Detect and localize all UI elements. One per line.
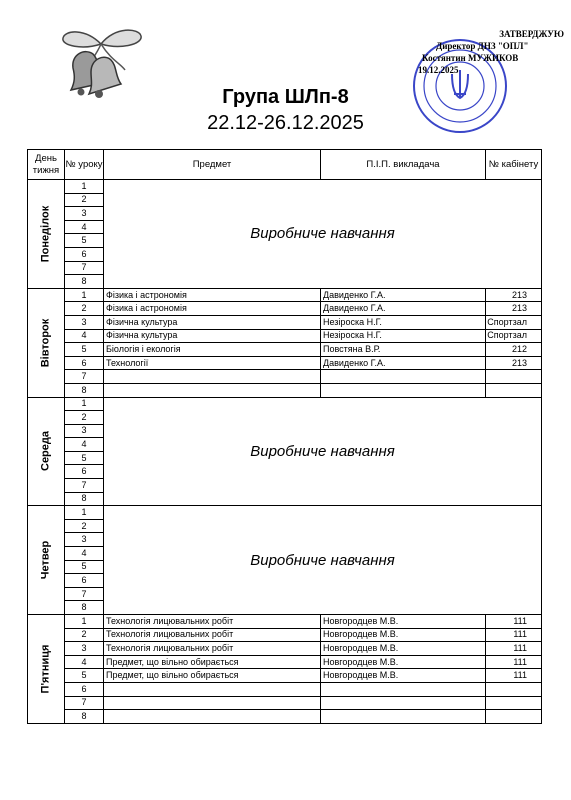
- lesson-number: 2: [65, 519, 104, 533]
- approval-name: Костянтин МУЖИКОВ: [422, 53, 519, 63]
- subject-cell: Предмет, що вільно обирається: [104, 669, 321, 683]
- merged-activity: Виробниче навчання: [104, 506, 542, 615]
- subject-cell: Фізика і астрономія: [104, 288, 321, 302]
- subject-cell: Фізична культура: [104, 329, 321, 343]
- day-name: Понеділок: [39, 205, 52, 263]
- room-cell: [486, 682, 542, 696]
- subject-cell: Технологія лицювальних робіт: [104, 615, 321, 629]
- lesson-number: 3: [65, 642, 104, 656]
- room-cell: [486, 383, 542, 397]
- table-row: [28, 315, 542, 329]
- table-row: [28, 710, 542, 724]
- lesson-number: 7: [65, 587, 104, 601]
- subject-cell: Фізична культура: [104, 315, 321, 329]
- table-row: [28, 329, 542, 343]
- lesson-number: 6: [65, 465, 104, 479]
- lesson-number: 6: [65, 574, 104, 588]
- lesson-number: 4: [65, 220, 104, 234]
- day-cell: [28, 615, 65, 724]
- lesson-number: 5: [65, 234, 104, 248]
- lesson-number: 4: [65, 329, 104, 343]
- lesson-number: 8: [65, 383, 104, 397]
- header-subject: Предмет: [104, 150, 321, 180]
- room-cell: 111: [486, 669, 542, 683]
- lesson-number: 7: [65, 370, 104, 384]
- subject-cell: [104, 696, 321, 710]
- approval-block: [418, 28, 568, 76]
- teacher-cell: [321, 710, 486, 724]
- teacher-cell: Повстяна В.Р.: [321, 343, 486, 357]
- subject-cell: Біологія і екологія: [104, 343, 321, 357]
- table-row: [28, 356, 542, 370]
- room-cell: 111: [486, 642, 542, 656]
- table-row: [28, 302, 542, 316]
- room-cell: [486, 710, 542, 724]
- subject-cell: [104, 370, 321, 384]
- table-row: [28, 669, 542, 683]
- lesson-number: 8: [65, 710, 104, 724]
- lesson-number: 2: [65, 193, 104, 207]
- teacher-cell: [321, 370, 486, 384]
- lesson-number: 1: [65, 180, 104, 194]
- lesson-number: 7: [65, 261, 104, 275]
- room-cell: 111: [486, 615, 542, 629]
- lesson-number: 1: [65, 288, 104, 302]
- approval-position: Директор ДНЗ "ОПЛ": [436, 41, 529, 51]
- approval-date: 19.12.2025: [418, 65, 459, 75]
- table-row: [28, 628, 542, 642]
- room-cell: Спортзал: [486, 329, 542, 343]
- lesson-number: 8: [65, 275, 104, 289]
- teacher-cell: Незіроска Н.Г.: [321, 315, 486, 329]
- merged-activity: Виробниче навчання: [104, 397, 542, 506]
- lesson-number: 1: [65, 615, 104, 629]
- lesson-number: 8: [65, 492, 104, 506]
- approval-heading: ЗАТВЕРДЖУЮ: [499, 29, 564, 39]
- lesson-number: 5: [65, 451, 104, 465]
- room-cell: [486, 370, 542, 384]
- lesson-number: 1: [65, 397, 104, 411]
- table-row: [28, 370, 542, 384]
- teacher-cell: Новгородцев М.В.: [321, 615, 486, 629]
- room-cell: 111: [486, 628, 542, 642]
- lesson-number: 4: [65, 655, 104, 669]
- table-row: [28, 180, 542, 194]
- teacher-cell: [321, 696, 486, 710]
- table-row: [28, 288, 542, 302]
- teacher-cell: Новгородцев М.В.: [321, 655, 486, 669]
- subject-cell: [104, 383, 321, 397]
- table-row: [28, 682, 542, 696]
- day-cell: [28, 288, 65, 397]
- room-cell: Спортзал: [486, 315, 542, 329]
- day-name: Вівторок: [39, 318, 52, 367]
- lesson-number: 5: [65, 560, 104, 574]
- lesson-number: 3: [65, 315, 104, 329]
- subject-cell: [104, 682, 321, 696]
- lesson-number: 7: [65, 696, 104, 710]
- room-cell: [486, 696, 542, 710]
- lesson-number: 3: [65, 533, 104, 547]
- teacher-cell: [321, 383, 486, 397]
- subject-cell: [104, 710, 321, 724]
- schedule-table: [27, 149, 542, 724]
- teacher-cell: Новгородцев М.В.: [321, 642, 486, 656]
- lesson-number: 5: [65, 343, 104, 357]
- day-cell: [28, 180, 65, 289]
- table-row: [28, 506, 542, 520]
- lesson-number: 6: [65, 356, 104, 370]
- lesson-number: 7: [65, 479, 104, 493]
- header-room: № кабінету: [486, 150, 542, 180]
- room-cell: 212: [486, 343, 542, 357]
- header-day: День тижня: [28, 150, 65, 180]
- teacher-cell: Давиденко Г.А.: [321, 356, 486, 370]
- lesson-number: 5: [65, 669, 104, 683]
- subject-cell: Технологія лицювальних робіт: [104, 642, 321, 656]
- merged-activity: Виробниче навчання: [104, 180, 542, 289]
- teacher-cell: Новгородцев М.В.: [321, 628, 486, 642]
- lesson-number: 4: [65, 547, 104, 561]
- week-dates: 22.12-26.12.2025: [207, 112, 364, 134]
- teacher-cell: Новгородцев М.В.: [321, 669, 486, 683]
- room-cell: 213: [486, 356, 542, 370]
- lesson-number: 3: [65, 424, 104, 438]
- table-row: [28, 397, 542, 411]
- subject-cell: Предмет, що вільно обирається: [104, 655, 321, 669]
- lesson-number: 2: [65, 411, 104, 425]
- teacher-cell: Давиденко Г.А.: [321, 288, 486, 302]
- room-cell: 213: [486, 288, 542, 302]
- lesson-number: 4: [65, 438, 104, 452]
- lesson-number: 1: [65, 506, 104, 520]
- day-cell: [28, 506, 65, 615]
- room-cell: 213: [486, 302, 542, 316]
- teacher-cell: Давиденко Г.А.: [321, 302, 486, 316]
- group-title: Група ШЛп-8: [222, 86, 349, 108]
- subject-cell: Фізика і астрономія: [104, 302, 321, 316]
- table-row: [28, 615, 542, 629]
- teacher-cell: Незіроска Н.Г.: [321, 329, 486, 343]
- lesson-number: 6: [65, 682, 104, 696]
- subject-cell: Технологія лицювальних робіт: [104, 628, 321, 642]
- teacher-cell: [321, 682, 486, 696]
- lesson-number: 2: [65, 302, 104, 316]
- day-cell: [28, 397, 65, 506]
- table-row: [28, 696, 542, 710]
- room-cell: 111: [486, 655, 542, 669]
- table-header-row: [28, 150, 542, 180]
- lesson-number: 6: [65, 247, 104, 261]
- lesson-number: 2: [65, 628, 104, 642]
- day-name: Четвер: [39, 540, 52, 580]
- table-row: [28, 642, 542, 656]
- header-lesson-number: № уроку: [65, 150, 104, 180]
- table-row: [28, 383, 542, 397]
- table-row: [28, 655, 542, 669]
- subject-cell: Технології: [104, 356, 321, 370]
- day-name: Середа: [39, 431, 52, 472]
- table-row: [28, 343, 542, 357]
- lesson-number: 8: [65, 601, 104, 615]
- lesson-number: 3: [65, 207, 104, 221]
- header-teacher: П.І.П. викладача: [321, 150, 486, 180]
- day-name: П'ятниця: [39, 644, 52, 694]
